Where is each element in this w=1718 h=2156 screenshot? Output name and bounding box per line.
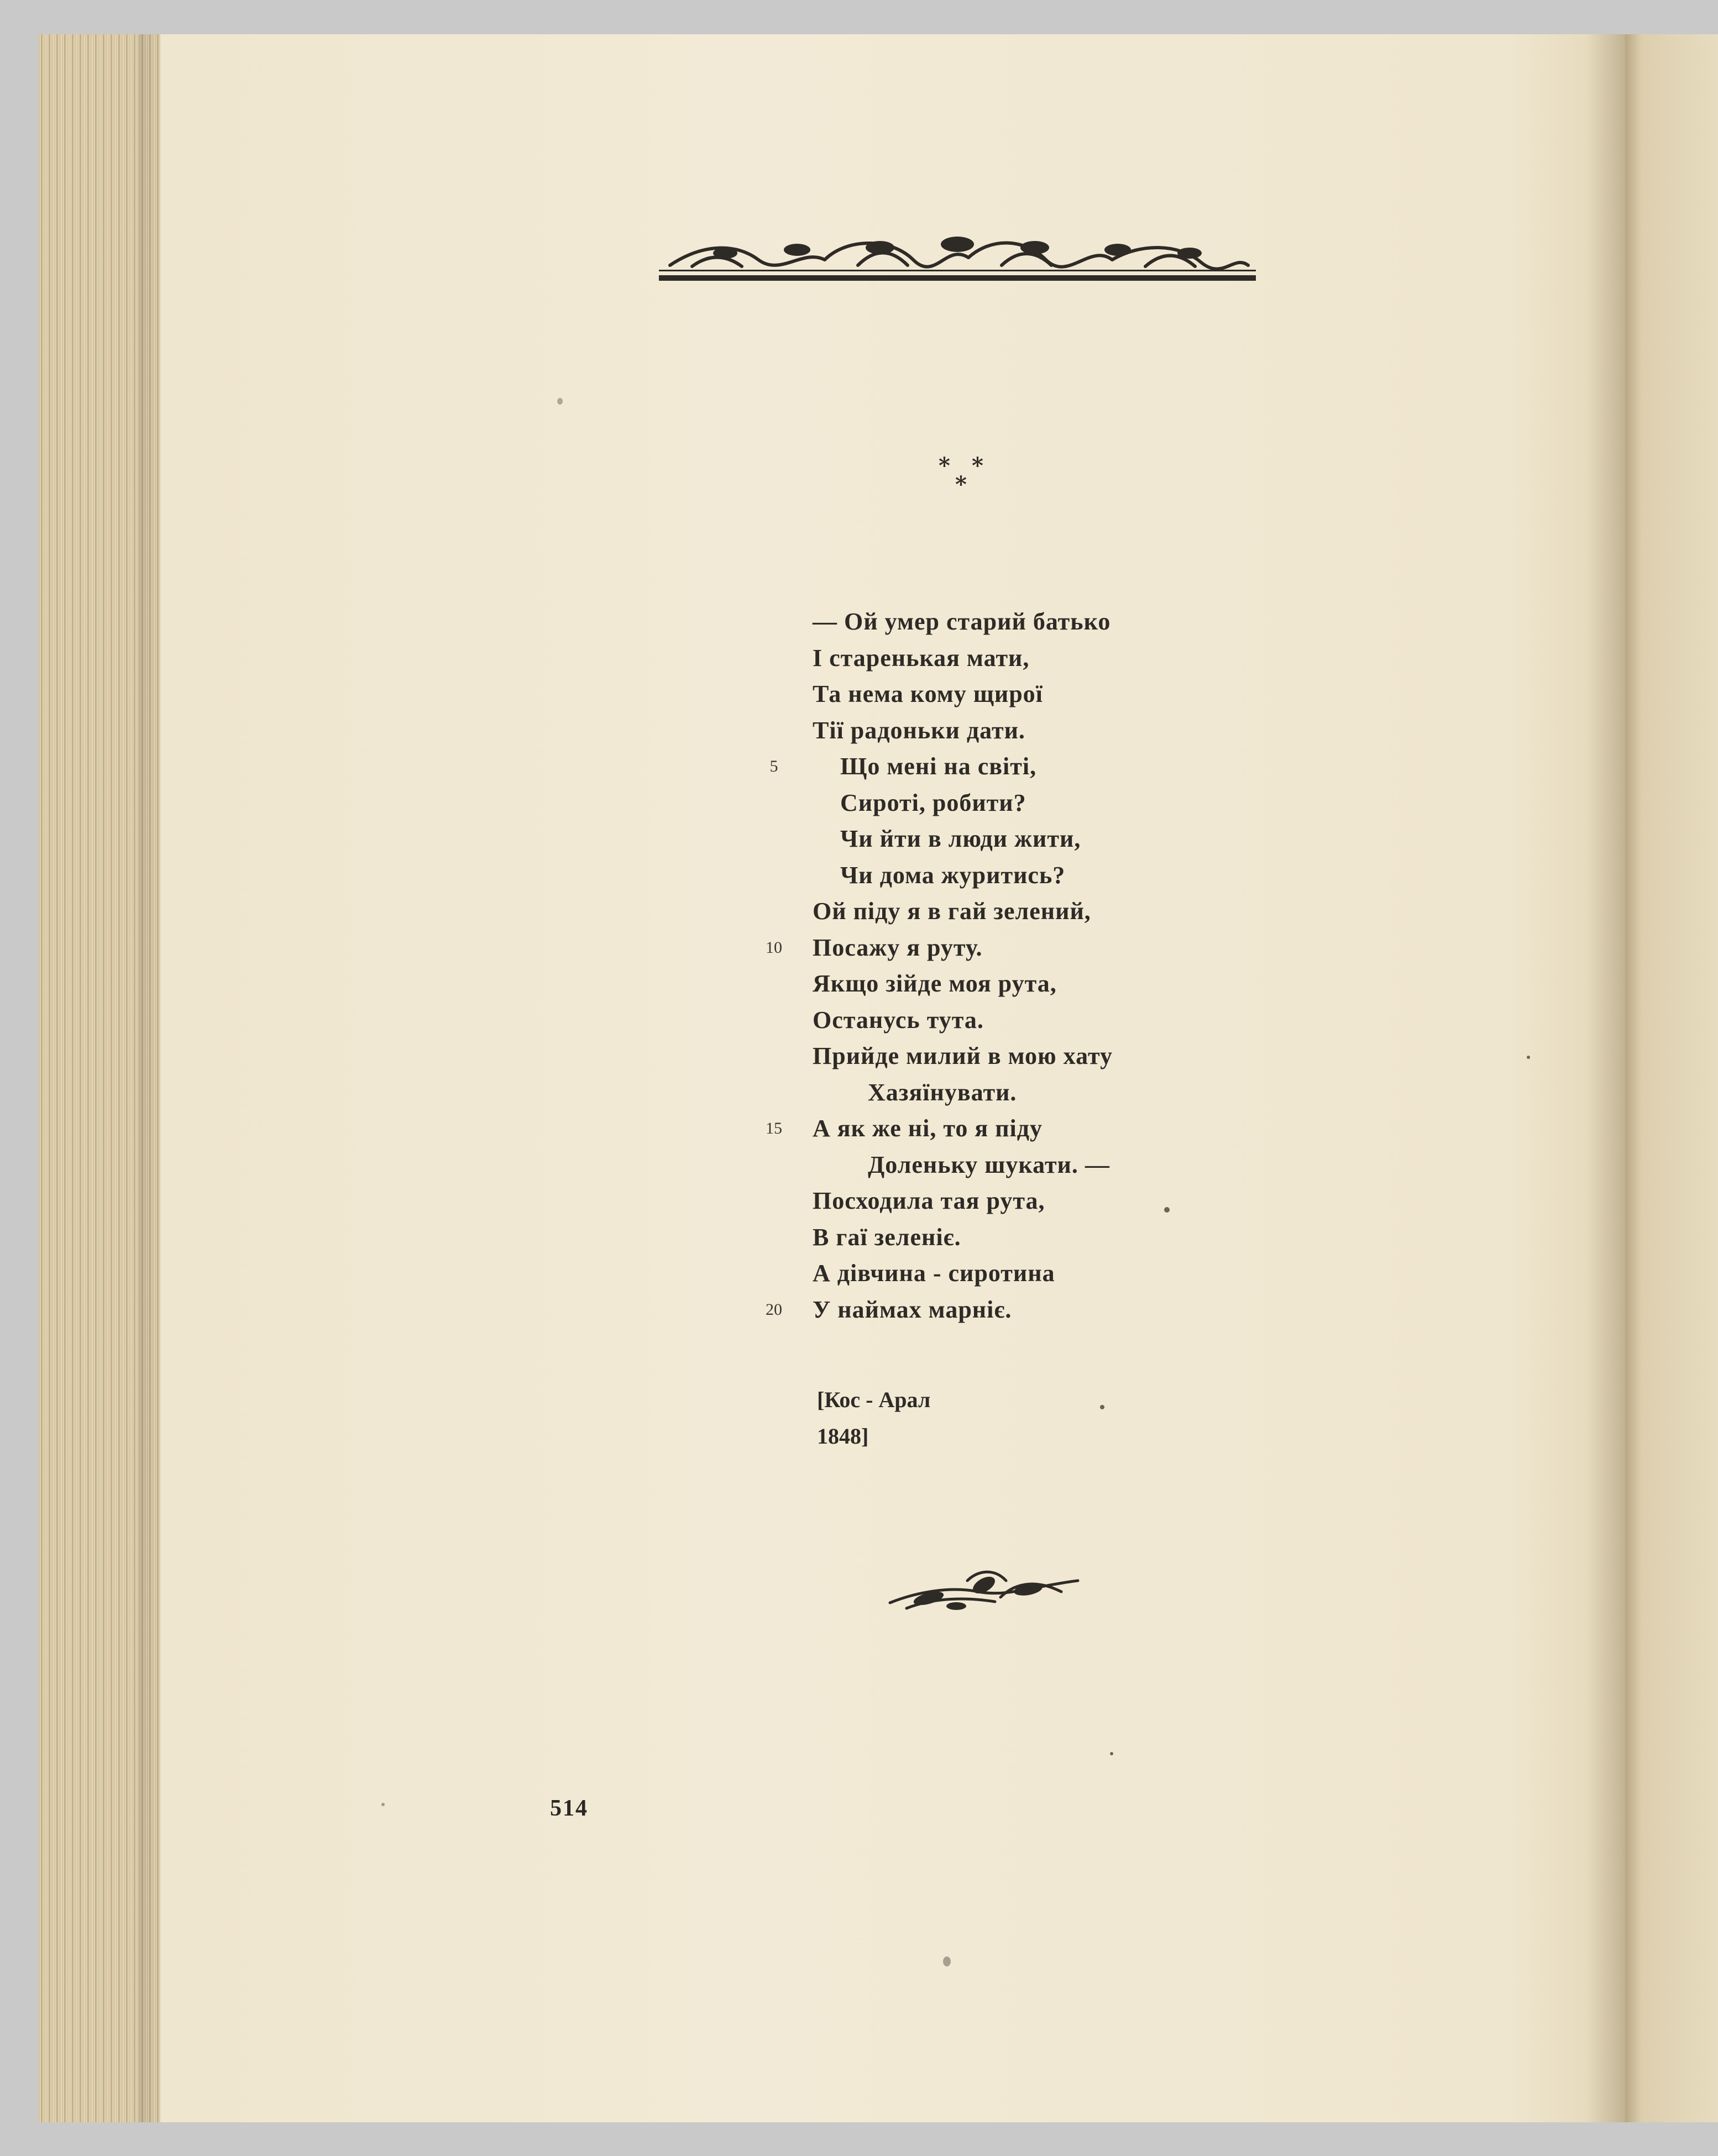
- line-text: А як же ні, то я піду: [813, 1115, 1043, 1142]
- place: [Кос - Арал: [817, 1387, 931, 1412]
- poem-line: [813, 1074, 1255, 1111]
- line-text: Посходила тая рута,: [813, 1187, 1045, 1214]
- poem-line: [813, 640, 1255, 676]
- paper-speck: [1527, 1056, 1530, 1059]
- line-text: Посажу я руту.: [813, 933, 983, 961]
- poem-line: [813, 966, 1255, 1002]
- poem-line: [813, 893, 1255, 930]
- poem-line: [813, 712, 1255, 749]
- poem-line: [813, 1038, 1255, 1074]
- date-place-note: [817, 1382, 930, 1455]
- paper-speck: [1100, 1405, 1104, 1409]
- poem-line: [813, 1147, 1255, 1183]
- top-ornament-icon: [659, 216, 1256, 293]
- poem-line: [813, 676, 1255, 712]
- paper-speck: [1110, 1752, 1113, 1755]
- poem-line: [813, 1255, 1255, 1292]
- year: 1848]: [817, 1424, 869, 1449]
- paper-speck: [1164, 1207, 1170, 1213]
- line-text: Доленьку шукати. —: [868, 1151, 1110, 1178]
- poem-line: [813, 785, 1255, 821]
- line-text: Тії радоньки дати.: [813, 716, 1025, 744]
- line-text: Що мені на світі,: [840, 753, 1037, 780]
- svg-text:*: *: [972, 453, 983, 479]
- line-text: У наймах марніє.: [813, 1295, 1012, 1323]
- poem-line: [766, 1110, 1255, 1147]
- line-number: 15: [766, 1119, 782, 1137]
- line-text: Сироті, робити?: [840, 789, 1026, 816]
- line-text: Чи дома журитись?: [840, 861, 1066, 889]
- line-text: А дівчина - сиротина: [813, 1260, 1055, 1287]
- poem-line: [813, 1183, 1255, 1219]
- poem-line: [813, 821, 1255, 857]
- poem-line: [766, 1292, 1255, 1328]
- line-text: Та нема кому щирої: [813, 680, 1043, 707]
- line-text: Якщо зійде моя рута,: [813, 970, 1057, 997]
- bottom-ornament-icon: [884, 1559, 1083, 1619]
- line-text: В гаї зеленіє.: [813, 1223, 961, 1251]
- poem-line: [813, 1219, 1255, 1256]
- line-text: Останусь тута.: [813, 1006, 984, 1034]
- page-edges: [39, 34, 160, 2122]
- line-text: Ой піду я в гай зелений,: [813, 898, 1091, 925]
- line-text: — Ой умер старий батько: [813, 608, 1111, 635]
- poem-line: [813, 857, 1255, 894]
- line-number: 10: [766, 938, 782, 957]
- line-text: Чи йти в люди жити,: [840, 825, 1081, 852]
- poem-line: [813, 604, 1255, 640]
- line-text: Хазяїнувати.: [868, 1078, 1017, 1106]
- paper-speck: [557, 398, 563, 405]
- line-text: Прийде милий в мою хату: [813, 1042, 1113, 1069]
- poem: [766, 604, 1255, 1328]
- asterism-icon: [934, 453, 995, 503]
- poem-line: [769, 748, 1255, 785]
- line-number: 5: [769, 757, 778, 775]
- facing-page-edge: [1625, 34, 1718, 2122]
- paper-speck: [943, 1956, 951, 1966]
- page-number: 514: [550, 1796, 588, 1821]
- svg-text:*: *: [955, 471, 967, 497]
- poem-line: [813, 1002, 1255, 1038]
- line-number: 20: [766, 1300, 782, 1319]
- line-text: І старенькая мати,: [813, 644, 1030, 672]
- paper-speck: [381, 1803, 385, 1806]
- svg-text:*: *: [939, 453, 950, 479]
- poem-line: [766, 930, 1255, 966]
